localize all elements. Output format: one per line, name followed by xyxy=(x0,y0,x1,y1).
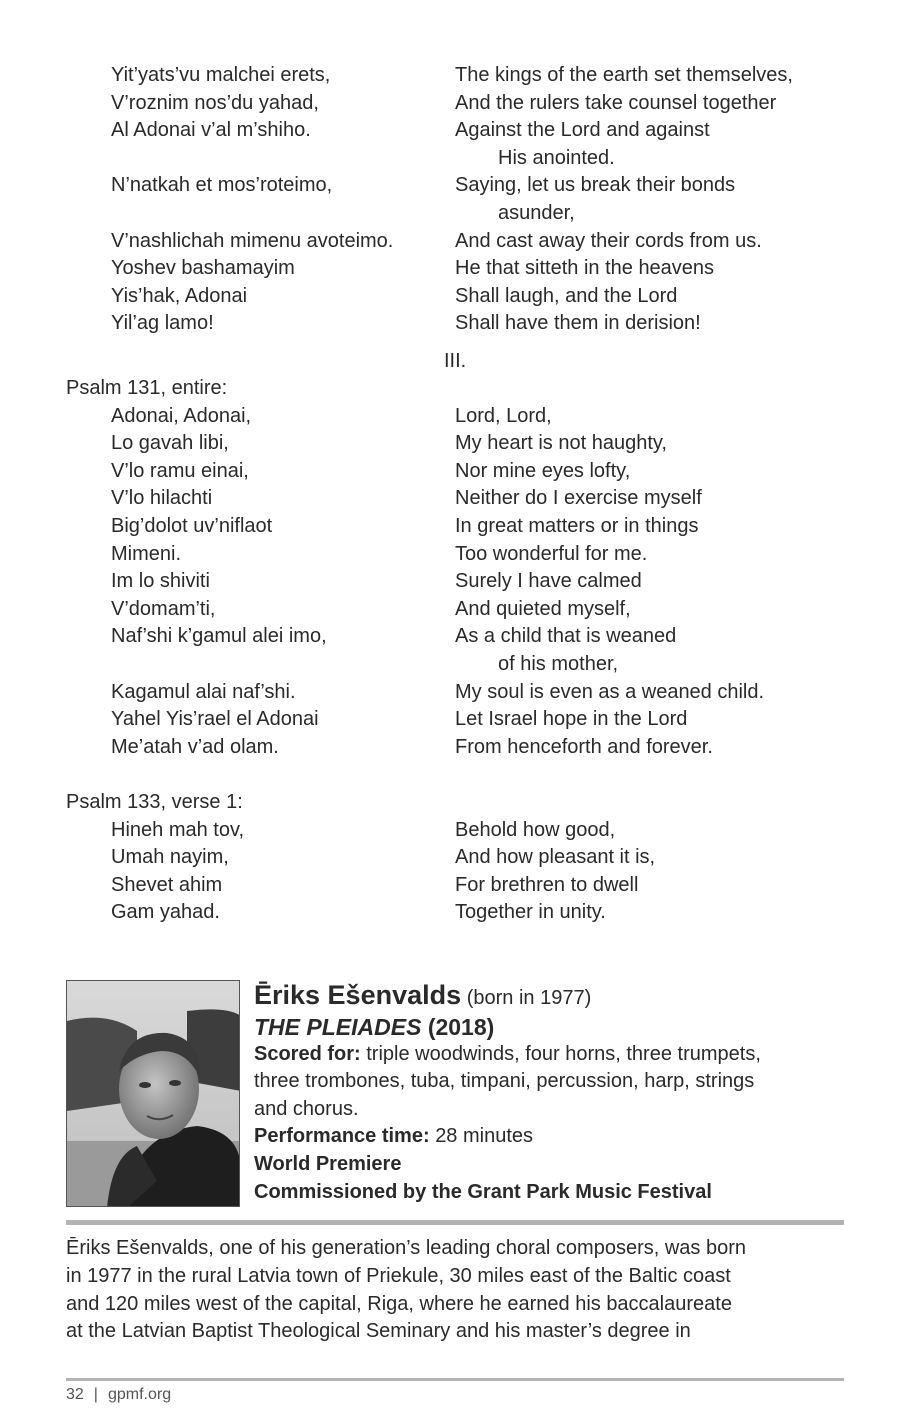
footer-divider xyxy=(66,1378,844,1381)
english-line: Saying, let us break their bonds xyxy=(455,174,736,197)
page-footer xyxy=(66,1386,171,1404)
work-heading xyxy=(254,1013,859,1041)
hebrew-line: Adonai, Adonai, xyxy=(111,404,252,427)
english-line: Let Israel hope in the Lord xyxy=(455,708,688,731)
paragraph-line: at the Latvian Baptist Theological Seminary and his master’s degree in xyxy=(66,1320,691,1343)
lyric-row xyxy=(66,228,856,256)
work-year: (2018) xyxy=(427,1013,495,1040)
work-title: THE PLEIADES xyxy=(254,1013,422,1040)
site-link[interactable]: gpmf.org xyxy=(107,1386,172,1403)
lyric-row xyxy=(66,200,856,228)
portrait-image xyxy=(67,981,240,1207)
lyric-row xyxy=(66,679,856,707)
lyric-row xyxy=(66,844,856,872)
section-divider xyxy=(66,1220,844,1225)
lyric-row xyxy=(66,623,856,651)
composer-dates: (born in 1977) xyxy=(466,987,592,1009)
premiere-note: World Premiere xyxy=(254,1152,402,1175)
english-line: asunder, xyxy=(498,201,575,224)
english-line: Surely I have calmed xyxy=(455,570,642,593)
psalm-131-label: Psalm 131, entire: xyxy=(66,377,228,399)
lyric-row xyxy=(66,430,856,458)
hebrew-line: Kagamul alai naf’shi. xyxy=(111,680,296,703)
hebrew-line: Gam yahad. xyxy=(111,901,220,924)
lyric-row xyxy=(66,485,856,513)
hebrew-line: Im lo shiviti xyxy=(111,570,210,593)
hebrew-line xyxy=(66,651,455,679)
lyric-row xyxy=(66,817,856,845)
english-line: As a child that is weaned xyxy=(455,625,677,648)
english-line: For brethren to dwell xyxy=(455,873,639,896)
lyric-row xyxy=(66,541,856,569)
time-value: 28 minutes xyxy=(435,1125,534,1148)
hebrew-line: Mimeni. xyxy=(111,542,182,565)
hebrew-line: V’roznim nos’du yahad, xyxy=(111,91,319,114)
english-line: Together in unity. xyxy=(455,901,606,924)
lyric-row xyxy=(66,872,856,900)
english-line: And the rulers take counsel together xyxy=(455,91,777,114)
commission-note: Commissioned by the Grant Park Music Festival xyxy=(254,1180,712,1203)
hebrew-line: Al Adonai v’al m’shiho. xyxy=(111,119,311,142)
time-label: Performance time: xyxy=(254,1125,430,1148)
english-line: His anointed. xyxy=(498,146,615,169)
hebrew-line: N’natkah et mos’roteimo, xyxy=(111,174,333,197)
hebrew-line: Naf’shi k’gamul alei imo, xyxy=(111,625,327,648)
english-line: Nor mine eyes lofty, xyxy=(455,459,631,482)
english-line: The kings of the earth set themselves, xyxy=(455,64,793,86)
english-line: Lord, Lord, xyxy=(455,404,552,427)
hebrew-line: V’lo hilachti xyxy=(111,487,213,510)
psalm-131-block xyxy=(66,375,856,761)
hebrew-line: V’domam’ti, xyxy=(111,597,216,620)
lyric-row xyxy=(66,513,856,541)
psalm-133-label: Psalm 133, verse 1: xyxy=(66,791,243,813)
lyrics-block-1 xyxy=(66,62,856,338)
hebrew-line: Yit’yats’vu malchei erets, xyxy=(111,64,331,86)
movement-numeral: III. xyxy=(444,350,467,372)
hebrew-line: Lo gavah libi, xyxy=(111,432,229,455)
lyric-row xyxy=(66,568,856,596)
english-line: Neither do I exercise myself xyxy=(455,487,702,510)
english-line: He that sitteth in the heavens xyxy=(455,257,715,280)
hebrew-line: Yoshev bashamayim xyxy=(111,257,295,280)
lyric-row xyxy=(66,255,856,283)
scored-line: and chorus. xyxy=(254,1097,359,1120)
hebrew-line: Yahel Yis’rael el Adonai xyxy=(111,708,319,731)
psalm-133-block xyxy=(66,789,856,927)
english-line: Shall have them in derision! xyxy=(455,312,701,335)
bio-details xyxy=(254,980,859,1206)
scored-for xyxy=(254,1041,859,1069)
lyric-row xyxy=(66,403,856,431)
english-line: And cast away their cords from us. xyxy=(455,229,762,252)
hebrew-line: Yis’hak, Adonai xyxy=(111,284,248,307)
scored-line: three trombones, tuba, timpani, percussion, harp, strings xyxy=(254,1070,755,1093)
english-line: My heart is not haughty, xyxy=(455,432,667,455)
lyric-row xyxy=(66,651,856,679)
lyric-row xyxy=(66,283,856,311)
lyric-row xyxy=(66,62,856,90)
page-number: 32 xyxy=(66,1386,84,1403)
hebrew-line: Shevet ahim xyxy=(111,873,223,896)
performance-time xyxy=(254,1123,859,1151)
hebrew-line: Me’atah v’ad olam. xyxy=(111,735,279,758)
lyric-row xyxy=(66,899,856,927)
lyric-row xyxy=(66,734,856,762)
english-line: Shall laugh, and the Lord xyxy=(455,284,678,307)
english-line: Too wonderful for me. xyxy=(455,542,648,565)
lyric-row xyxy=(66,145,856,173)
hebrew-line: Big’dolot uv’niflaot xyxy=(111,514,273,537)
footer-separator: | xyxy=(93,1386,98,1403)
paragraph-line: in 1977 in the rural Latvia town of Priekule, 30 miles east of the Baltic coast xyxy=(66,1264,731,1287)
hebrew-line: V’lo ramu einai, xyxy=(111,459,249,482)
english-line: From henceforth and forever. xyxy=(455,735,713,758)
hebrew-line: Yil’ag lamo! xyxy=(111,312,214,335)
hebrew-line: V’nashlichah mimenu avoteimo. xyxy=(111,229,394,252)
hebrew-line xyxy=(66,200,455,228)
english-line: And quieted myself, xyxy=(455,597,631,620)
bio-paragraph xyxy=(66,1235,856,1346)
english-line: Behold how good, xyxy=(455,818,616,841)
lyric-row xyxy=(66,596,856,624)
hebrew-line xyxy=(66,145,455,173)
english-line: In great matters or in things xyxy=(455,514,699,537)
composer-heading xyxy=(254,980,859,1013)
lyric-row xyxy=(66,117,856,145)
english-line: And how pleasant it is, xyxy=(455,846,656,869)
english-line: of his mother, xyxy=(498,652,619,675)
paragraph-line: Ēriks Ešenvalds, one of his generation’s leading choral composers, was born xyxy=(66,1237,746,1259)
composer-photo xyxy=(66,980,240,1207)
hebrew-line: Umah nayim, xyxy=(111,846,229,869)
scored-label: Scored for: xyxy=(254,1042,361,1065)
composer-bio xyxy=(66,980,856,1210)
scored-line: triple woodwinds, four horns, three trumpets, xyxy=(366,1042,761,1065)
paragraph-line: and 120 miles west of the capital, Riga, where he earned his baccalaureate xyxy=(66,1292,732,1315)
lyric-row xyxy=(66,706,856,734)
lyric-row xyxy=(66,90,856,118)
lyric-row xyxy=(66,310,856,338)
english-line: My soul is even as a weaned child. xyxy=(455,680,765,703)
lyric-row xyxy=(66,172,856,200)
hebrew-line: Hineh mah tov, xyxy=(111,818,245,841)
composer-name: Ēriks Ešenvalds xyxy=(254,980,462,1010)
lyric-row xyxy=(66,458,856,486)
english-line: Against the Lord and against xyxy=(455,119,710,142)
